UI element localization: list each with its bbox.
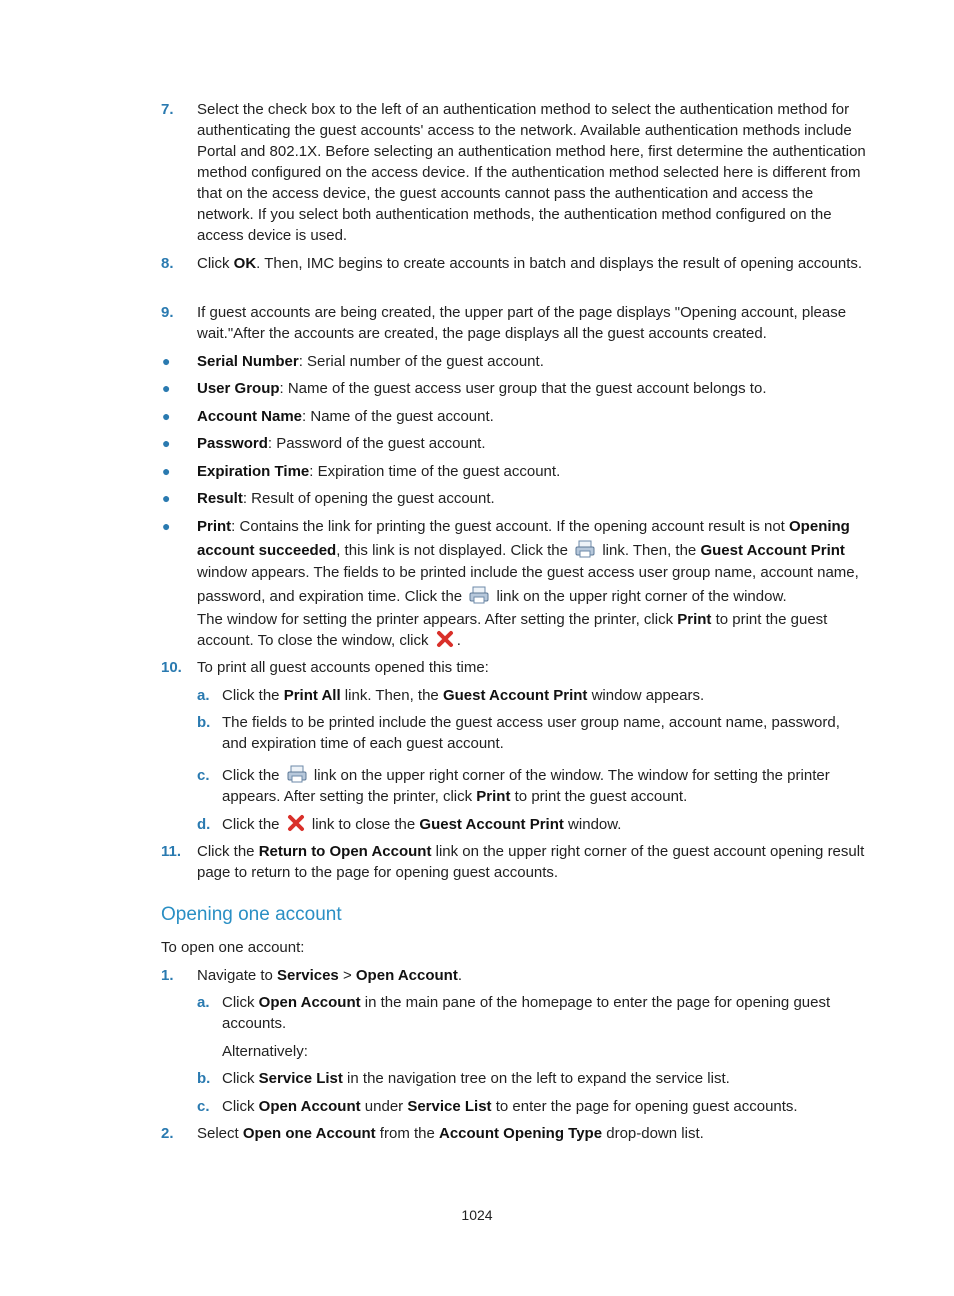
print-icon[interactable] [575,540,595,564]
bullet-icon: ● [162,353,171,369]
print-line-2: account succeeded, this link is not displayed. Click the link. Then, the Guest Account Print [197,540,845,564]
step-text: If guest accounts are being created, the upper part of the page displays "Opening account, please wait."After the accounts are created, the page displays all the guest accounts created. [197,304,847,342]
close-icon[interactable] [287,814,305,838]
step-text: Select the check box to the left of an authentication method to select the authentication method for authenticating the guest accounts' access to the network. Available authentication methods include Portal and 802.1X. Before selecting an authentication method here, first determine the authentication method configured on the access device. If the authentication method selected here is different from that on the access device, the guest accounts cannot pass the authentication and access the network. If you select both authentication methods, the authentication method configured on the access device is used. [197,101,866,244]
substep-text: Click the link on the upper right corner of the window. The window for setting the printer [222,765,830,789]
substep-letter: d. [197,816,211,833]
step-text: Navigate to Services > Open Account. [197,967,463,984]
bullet-icon: ● [162,518,171,534]
substep-letter: b. [197,714,211,731]
substep-text: Click the Print All link. Then, the Guest Account Print window appears. [222,687,705,704]
step-text: Click OK. Then, IMC begins to create accounts in batch and displays the result of opening accounts. [197,255,863,272]
step-number: 7. [161,101,174,118]
page-number: 1024 [461,1207,493,1223]
document-page: 7. Select the check box to the left of an authentication method to select the authentication method for authenticating the guest accounts' access to the network. Available authentication methods include Portal and 802.1X. Before selecting an authentication method here, first determine the authentication method configured on the access device. If the authentication method selected here is different from that on the access device, the guest accounts cannot pass the authentication and access the network. If you select both authentication methods, the authentication method configured on the access device is used. 8. Click OK. Then, IMC begins to create accounts in batch and displays the result of opening accounts. 9. If guest accounts are being created, the upper part of the page displays "Opening account, please wait."After the accounts are created, the page displays all the guest accounts created. ● Serial Number: Serial number of the guest account. ● User Group: Name of the guest access user group that the guest account belongs to. ● Account Name: Name of the guest account. ● Password: Password of the guest account. ● Expiration Time: Expiration time of the guest account. ● Result: Result of opening the guest account. ● Print: Contains the link for printing the guest account. If the opening account result is not Opening account succeeded, this link is not displayed. Click the link. Then, the Guest Account Print window appears. The fields to be printed include the guest access user group name, account name, password, and expiration time. Click the link on the upper right corner of the window. The window for setting the printer appears. After setting the printer, click Print to print the guest account. To close the window, click . 10. To print all guest accounts opened this time: a. Click the Print All link. Then, the Guest Account Print window appears. b. The fields to be printed include the guest access user group name, account name, password, and expiration time of each guest account. c. Click the link on the upper right corner of the window. The window for setting the printer appears. After setting the printer, click Print to print the guest account. d. Click the link to close the Guest Account Print window. 11. Click the Return to Open Account link on the upper right corner of the guest account opening result page to return to the page for opening guest accounts. Opening one account To open one account: 1. Navigate to Services > Open Account. a. Click Open Account in the main pane of the homepage to enter the page for opening guest accounts. Alternatively: b. Click Service List in the navigation tree on the left to expand the service list. c. Click Open Account under Service List to enter the page for opening guest accounts. 2. Select Open one Account from the Account Opening Type drop-down list. 1024 [0,0,954,1296]
section-intro: To open one account: [161,939,305,956]
step-number: 10. [161,659,182,676]
substep-letter: b. [197,1070,211,1087]
step-number: 2. [161,1125,174,1142]
print-line-4: password, and expiration time. Click the link on the upper right corner of the window. [197,586,787,610]
step-number: 1. [161,967,174,984]
alternatively-note: Alternatively: [222,1043,308,1060]
print-icon[interactable] [469,586,489,610]
substep-letter: c. [197,767,210,784]
bullet-icon: ● [162,408,171,424]
step-number: 8. [161,255,174,272]
print-line-5: The window for setting the printer appears. After setting the printer, click Print to print the guest [197,611,828,628]
print-line-6: account. To close the window, click . [197,630,461,654]
substep-letter: a. [197,994,210,1011]
substep-text: Click Service List in the navigation tree on the left to expand the service list. [222,1070,730,1087]
bullet-icon: ● [162,380,171,396]
substep-letter: a. [197,687,210,704]
substep-10c-line-2: appears. After setting the printer, click Print to print the guest account. [222,788,688,805]
print-line-3: window appears. The fields to be printed include the guest access user group name, account name, [197,564,859,581]
substep-text: The fields to be printed include the guest access user group name, account name, password, and expiration time of each guest account. [222,714,840,752]
substep-text: Click Open Account under Service List to enter the page for opening guest accounts. [222,1098,798,1115]
close-icon[interactable] [436,630,454,654]
step-text: To print all guest accounts opened this time: [197,659,489,676]
section-heading: Opening one account [161,904,342,925]
bullet-icon: ● [162,463,171,479]
step-text: Click the Return to Open Account link on the upper right corner of the guest account opening result page to return to the page for opening guest accounts. [197,843,865,881]
bullet-icon: ● [162,435,171,451]
bullet-icon: ● [162,490,171,506]
step-number: 11. [161,843,182,860]
step-number: 9. [161,304,174,321]
step-text: Select Open one Account from the Account Opening Type drop-down list. [197,1125,704,1142]
substep-text: Click Open Account in the main pane of the homepage to enter the page for opening guest accounts. [222,994,831,1032]
substep-text: Click the link to close the Guest Account Print window. [222,814,621,838]
substep-letter: c. [197,1098,210,1115]
